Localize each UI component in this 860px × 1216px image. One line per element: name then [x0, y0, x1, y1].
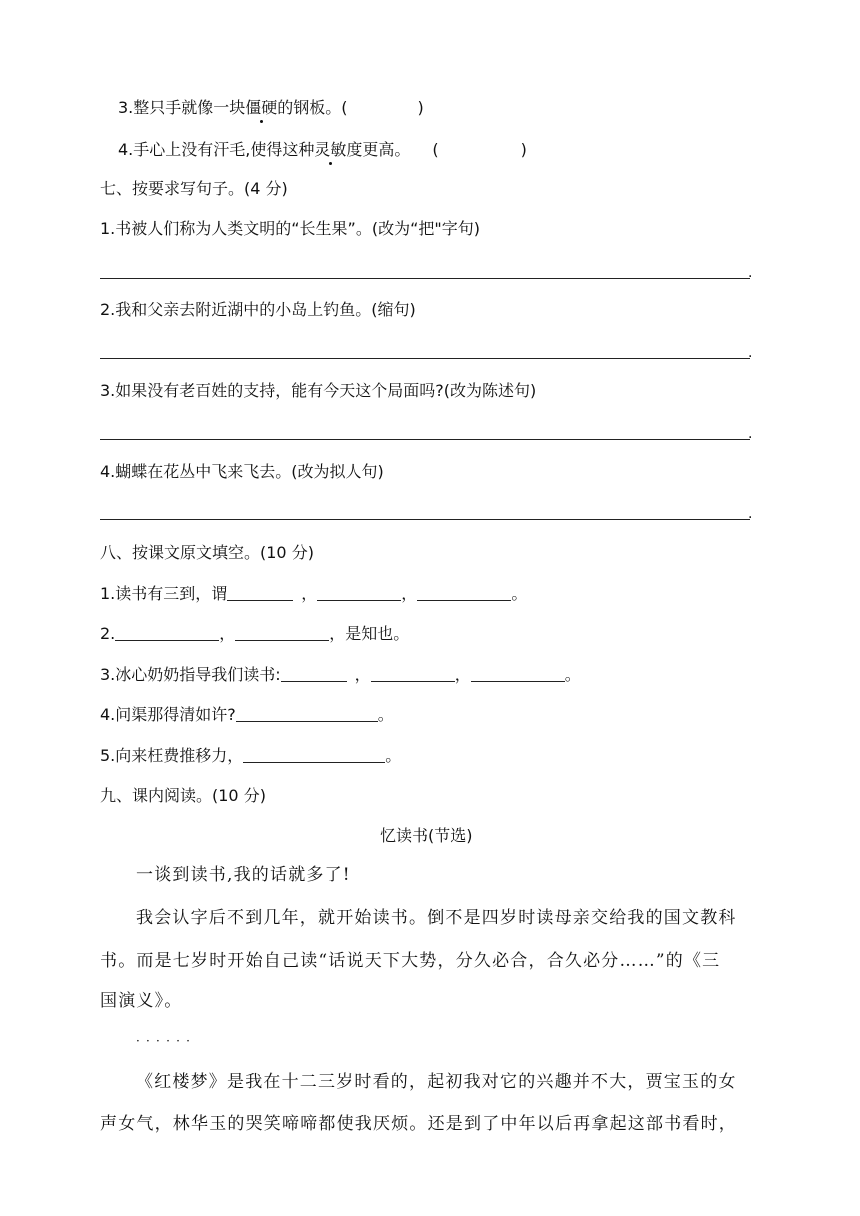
section7-item-1: 1.书被人们称为人类文明的“长生果”。(改为“把"字句): [100, 219, 480, 238]
comma: ，: [354, 665, 371, 684]
section8-item-5-text: 5.向来枉费推移力，: [100, 746, 244, 765]
period: 。: [377, 705, 394, 724]
q6-item-3-number: 3.: [118, 98, 134, 117]
section7-item-2: 2.我和父亲去附近湖中的小岛上钓鱼。(缩句): [100, 300, 416, 319]
period: 。: [564, 665, 581, 684]
section7-line-period-3: .: [748, 426, 753, 442]
section7-heading: 七、按要求写句子。(4 分): [100, 179, 288, 198]
fill-blank[interactable]: [243, 746, 385, 763]
q6-item-4: [118, 139, 527, 161]
section8-item-5: [100, 745, 401, 767]
section7-answer-line-2[interactable]: [100, 358, 750, 359]
q6-item-4-number: 4.: [118, 140, 134, 159]
q6-item-4-text-post: 度更高。: [346, 140, 411, 159]
q6-item-3-text-pre: 整只手就像一块: [133, 98, 246, 117]
passage-ellipsis: · · · · · ·: [136, 1034, 192, 1048]
section8-item-1: [100, 583, 527, 605]
passage-paragraph-3-line-1: 《红楼梦》是我在十二三岁时看的，起初我对它的兴趣并不大，贾宝玉的女: [136, 1072, 737, 1092]
section7-item-3: 3.如果没有老百姓的支持，能有今天这个局面吗?(改为陈述句): [100, 381, 537, 400]
comma: ，: [454, 665, 471, 684]
period: 。: [511, 584, 528, 603]
passage-paragraph-3-line-2: 声女气，林华玉的哭笑啼啼都使我厌烦。还是到了中年以后再拿起这部书看时，: [100, 1114, 737, 1134]
section8-item-1-text: 1.读书有三到，谓: [100, 584, 228, 603]
section8-heading: 八、按课文原文填空。(10 分): [100, 543, 314, 562]
q6-item-3-close-paren: ): [417, 98, 424, 117]
section8-item-4-text: 4.问渠那得清如许?: [100, 705, 236, 724]
section8-item-4: [100, 704, 394, 726]
fill-blank[interactable]: [281, 665, 347, 682]
section7-line-period-1: .: [748, 265, 753, 281]
section7-answer-line-1[interactable]: [100, 278, 750, 279]
section7-line-period-4: .: [748, 506, 753, 522]
fill-blank[interactable]: [235, 624, 329, 641]
section9-heading: 九、课内阅读。(10 分): [100, 786, 266, 805]
section7-line-period-2: .: [748, 345, 753, 361]
fill-blank[interactable]: [236, 705, 378, 722]
section8-item-3-text: 3.冰心奶奶指导我们读书:: [100, 665, 281, 684]
comma: ，: [301, 584, 318, 603]
q6-item-4-dotted: 灵敏: [314, 140, 347, 159]
period: 。: [385, 746, 402, 765]
q6-item-3: [118, 97, 424, 119]
comma: ，: [401, 584, 418, 603]
passage-paragraph-1: 一谈到读书,我的话就多了!: [136, 865, 351, 885]
q6-item-4-text-pre: 手心上没有汗毛,使得这种: [133, 140, 315, 159]
section8-item-2: [100, 623, 409, 645]
comma: ，: [219, 624, 236, 643]
fill-blank[interactable]: [417, 584, 511, 601]
q6-item-4-open-paren: (: [432, 140, 439, 159]
fill-blank[interactable]: [371, 665, 455, 682]
section8-item-3: [100, 664, 581, 686]
fill-blank[interactable]: [227, 584, 293, 601]
section8-item-2-number: 2.: [100, 624, 116, 643]
fill-blank[interactable]: [115, 624, 219, 641]
fill-blank[interactable]: [317, 584, 401, 601]
passage-paragraph-2-line-2: 书。而是七岁时开始自己读“话说天下大势，分久必合，合久必分……”的《三: [100, 951, 721, 971]
q6-item-3-dotted: 僵硬: [245, 98, 278, 117]
section7-answer-line-4[interactable]: [100, 519, 750, 520]
passage-title: 忆读书(节选): [380, 826, 473, 845]
section8-item-2-tail: ，是知也。: [329, 624, 410, 643]
passage-paragraph-2-line-3: 国演义》。: [100, 991, 183, 1011]
section7-item-4: 4.蝴蝶在花丛中飞来飞去。(改为拟人句): [100, 462, 384, 481]
fill-blank[interactable]: [471, 665, 565, 682]
q6-item-3-text-post: 的钢板。(: [277, 98, 348, 117]
passage-paragraph-2-line-1: 我会认字后不到几年，就开始读书。倒不是四岁时读母亲交给我的国文教科: [136, 908, 737, 928]
q6-item-4-close-paren: ): [520, 140, 527, 159]
section7-answer-line-3[interactable]: [100, 439, 750, 440]
